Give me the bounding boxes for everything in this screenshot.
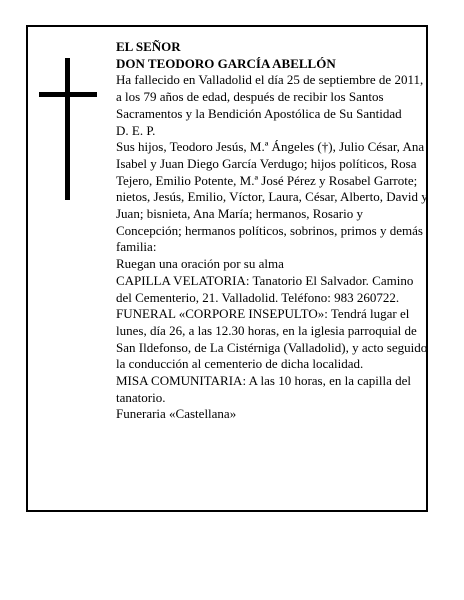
cross-icon-crossbar bbox=[39, 92, 97, 97]
funeral-info: FUNERAL «CORPORE INSEPULTO»: Tendrá lugar el lunes, día 26, a las 12.30 horas, en la iglesia parroquial de San Ildefonso, de La Cistérniga (Valladolid), y acto seguido la conducción al cementerio de dicha localidad. bbox=[116, 306, 428, 372]
mass-info: MISA COMUNITARIA: A las 10 horas, en la capilla del tanatorio. bbox=[116, 373, 412, 405]
obituary-title: EL SEÑOR bbox=[116, 39, 181, 54]
deceased-name: DON TEODORO GARCÍA ABELLÓN bbox=[116, 55, 336, 71]
obituary-notice bbox=[26, 25, 428, 512]
funeral-home: Funeraria «Castellana» bbox=[116, 406, 237, 422]
prayer-request: Ruegan una oración por su alma bbox=[116, 256, 284, 272]
family-list: Sus hijos, Teodoro Jesús, M.ª Ángeles (†), Julio César, Ana Isabel y Juan Diego García Verdugo; hijos políticos, Rosa Tejero, Emilio Potente, M.ª José Pérez y Rosabel Garrote; nietos, Jesús, Emilio, Víctor, Laura, César, Alberto, David y Juan; bisnieta, Ana María; hermanos, Rosario y Concepción; hermanos políticos, sobrinos, primos y demás familia: bbox=[116, 139, 428, 255]
dep-line: D. E. P. bbox=[116, 122, 156, 138]
obituary-text bbox=[116, 39, 430, 423]
death-notice: Ha fallecido en Valladolid el día 25 de septiembre de 2011, a los 79 años de edad, después de recibir los Santos Sacramentos y la Bendición Apostólica de Su Santidad bbox=[116, 72, 424, 121]
cross-icon bbox=[65, 58, 70, 200]
chapel-info: CAPILLA VELATORIA: Tanatorio El Salvador. Camino del Cementerio, 21. Valladolid. Teléfono: 983 260722. bbox=[116, 272, 414, 305]
